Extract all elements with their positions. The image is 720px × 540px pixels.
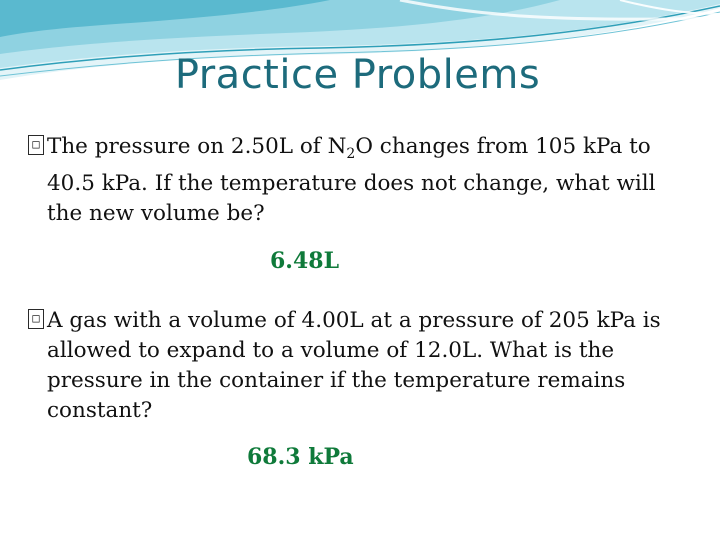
problem-1-line-1: The pressure on 2.50L of $N_2O$ changes from 105 kPa to [47,134,651,162]
problem-2 [0,306,690,431]
slide-title: Practice Problems [174,52,541,98]
bullet-icon: □ [28,135,44,155]
problem-2-line-2: allowed to expand to a volume of 12.0L. What is the [47,338,615,363]
problem-2-answer: 68.3 kPa [247,444,354,470]
problem-1-text [47,132,687,229]
problem-2-text [47,306,687,426]
problem-2-line-3: pressure in the container if the temperature remains [47,368,626,393]
problem-1 [0,132,690,227]
subscript: 2 [346,146,356,162]
problem-1-line-2: 40.5 kPa. If the temperature does not change, what will [47,171,656,196]
problem-2-line-1: A gas with a volume of 4.00L at a pressure of 205 kPa is [47,308,661,333]
problem-1-answer: 6.48L [270,248,340,274]
bullet-icon: □ [28,309,44,329]
problem-1-line-3: the new volume be? [47,201,265,226]
problem-2-line-4: constant? [47,398,153,423]
